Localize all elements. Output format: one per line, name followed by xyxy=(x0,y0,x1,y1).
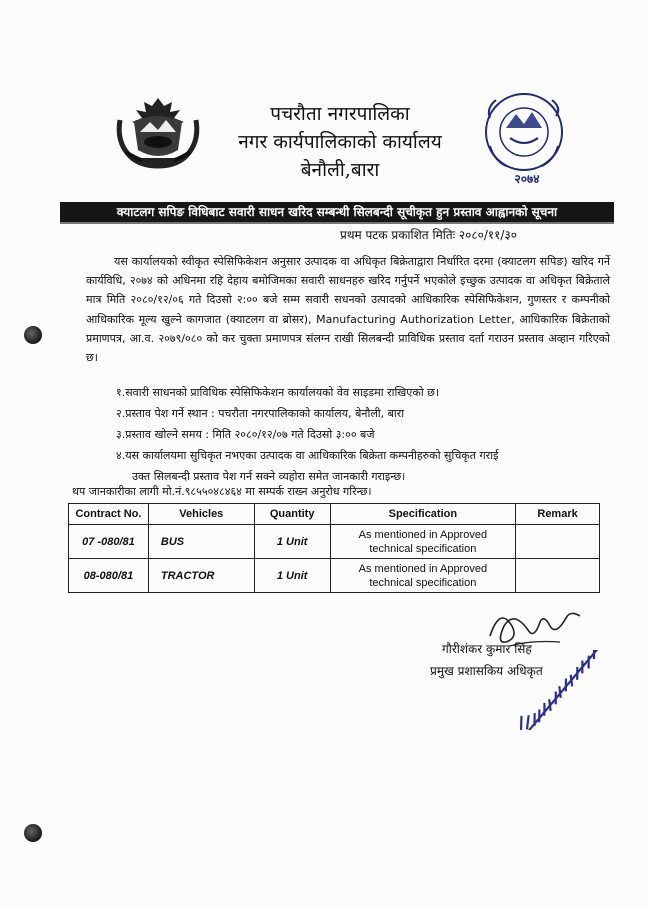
spec-line: technical specification xyxy=(369,576,477,589)
publication-date: प्रथम पटक प्रकाशित मितिः २०८०/११/३० xyxy=(340,228,517,242)
specification xyxy=(330,525,516,559)
remark xyxy=(516,525,600,559)
notice-points xyxy=(116,382,616,487)
office-location: बेनौली,बारा xyxy=(300,159,380,181)
header-specification: Specification xyxy=(330,504,516,525)
contract-no: 07 -080/81 xyxy=(69,525,149,559)
header-vehicles: Vehicles xyxy=(148,504,254,525)
signatory-title: प्रमुख प्रशासकिय अधिकृत xyxy=(430,664,543,678)
signatory-name: गौरीशंकर कुमार सिंह xyxy=(442,642,532,656)
header-remark: Remark xyxy=(516,504,600,525)
contact-line: थप जानकारीका लागी मो.नं.९८५५०४८४६४ मा सम्पर्क राख्न अनुरोध गरिन्छ। xyxy=(72,485,372,498)
spec-line: As mentioned in Approved xyxy=(358,528,488,541)
header-quantity: Quantity xyxy=(254,504,330,525)
quantity: 1 Unit xyxy=(254,559,330,593)
list-item: १.सवारी साधनको प्राविधिक स्पेसिफिकेशन कार्यालयको वेव साइडमा राखिएको छ। xyxy=(116,386,440,399)
table-row xyxy=(69,525,600,559)
spec-line: technical specification xyxy=(369,542,477,555)
list-item: ३.प्रस्ताव खोल्ने समय : मिति २०८०/१२/०७ गते दिउसो ३:०० बजे xyxy=(116,428,375,441)
punch-hole xyxy=(24,326,42,344)
list-item: ४.यस कार्यालयमा सुचिकृत नभएका उत्पादक वा आधिकारिक बिक्रेता कम्पनीहरुको सुचिकृत गराई xyxy=(116,449,499,462)
table-header-row xyxy=(69,504,600,525)
quantity: 1 Unit xyxy=(254,525,330,559)
notice-title-banner: क्याटलग सपिङ विधिबाट सवारी साधन खरिद सम्बन्धी सिलबन्दी सूचीकृत हुन प्रस्ताव आह्वानको सूचना xyxy=(60,202,614,222)
header-contract-no: Contract No. xyxy=(69,504,149,525)
municipality-name: पचरौता नगरपालिका xyxy=(270,103,410,125)
notice-body xyxy=(86,252,610,367)
government-emblem-icon xyxy=(112,92,204,172)
notice-paragraph: यस कार्यालयको स्वीकृत स्पेसिफिकेशन अनुसार उत्पादक वा अधिकृत बिक्रेताद्वारा निर्धारित दरमा (क्याटलग सपिङ) खरिद गर्ने कार्यविधि, २०७४ को अधिनमा रहि देहाय बमोजिमका सवारी साधनहरु खरिद गर्नुपर्ने भएकोले इच्छुक उत्पादक वा अधिकृत बिक्रेताले मात्र मिति २०८०/१२/०६ गते दिउसो २:०० बजे सम्म सवारी सधनको उत्पादको आधिकारिक स्पेसिफिकेशन, गुणस्तर र कम्पनीको आधिकारिक मूल्य खुल्ने कागजात (क्याटलग वा ब्रोसर), Manufacturing Authorization Letter, आधिकारिक बिक्रेताको प्रमाणपत्र, आ.व. २०७९/०८० को कर चुक्ता प्रमाणपत्र संलग्न राखी सिलबन्दी प्राविधिक प्रस्ताव दर्ता गराउन प्रस्ताव अव्हान गरिएको छ। xyxy=(86,255,610,365)
vehicle: TRACTOR xyxy=(148,559,254,593)
office-name: नगर कार्यपालिकाको कार्यालय xyxy=(238,131,442,153)
list-item-continuation: उक्त सिलबन्दी प्रस्ताव पेश गर्न सक्ने व्यहोरा समेत जानकारी गराइन्छ। xyxy=(132,470,406,483)
remark xyxy=(516,559,600,593)
contract-no: 08-080/81 xyxy=(69,559,149,593)
official-stamp xyxy=(496,650,626,730)
spec-line: As mentioned in Approved xyxy=(358,562,488,575)
specification xyxy=(330,559,516,593)
seal-year: २०७४ xyxy=(514,172,540,186)
contracts-table xyxy=(68,503,600,593)
vehicle: BUS xyxy=(148,525,254,559)
punch-hole xyxy=(24,824,42,842)
table-row xyxy=(69,559,600,593)
list-item: २.प्रस्ताव पेश गर्ने स्थान : पचरौता नगरपालिकाको कार्यालय, बेनौली, बारा xyxy=(116,407,405,420)
